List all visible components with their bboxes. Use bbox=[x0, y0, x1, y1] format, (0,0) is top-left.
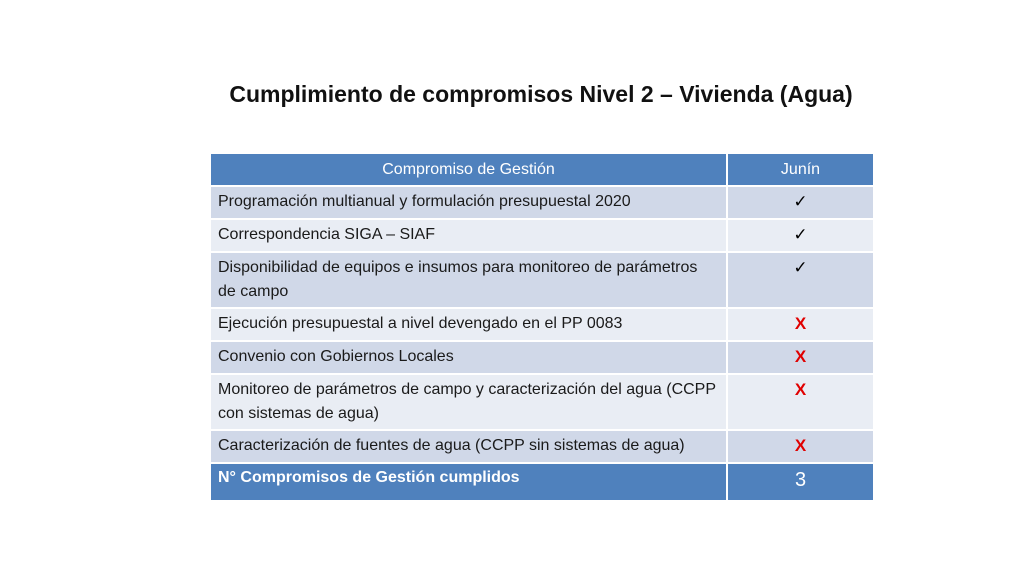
commitment-label: Disponibilidad de equipos e insumos para monitoreo de parámetros de campo bbox=[210, 252, 727, 308]
status-cell bbox=[727, 186, 874, 219]
x-mark-icon: X bbox=[794, 314, 807, 333]
check-icon: ✓ bbox=[793, 192, 808, 212]
table-row bbox=[210, 341, 874, 374]
commitment-label: Ejecución presupuestal a nivel devengado en el PP 0083 bbox=[210, 308, 727, 341]
status-cell bbox=[727, 374, 874, 430]
table-row bbox=[210, 252, 874, 308]
total-value: 3 bbox=[727, 463, 874, 501]
table-row bbox=[210, 308, 874, 341]
commitment-label: Programación multianual y formulación presupuestal 2020 bbox=[210, 186, 727, 219]
x-mark-icon: X bbox=[794, 380, 807, 399]
commitment-label: Monitoreo de parámetros de campo y caracterización del agua (CCPP con sistemas de agua) bbox=[210, 374, 727, 430]
commitment-label: Correspondencia SIGA – SIAF bbox=[210, 219, 727, 252]
commitments-table bbox=[209, 152, 875, 502]
status-cell bbox=[727, 430, 874, 463]
table-row bbox=[210, 430, 874, 463]
table-row bbox=[210, 186, 874, 219]
column-header-compromiso: Compromiso de Gestión bbox=[210, 153, 727, 186]
total-label: N° Compromisos de Gestión cumplidos bbox=[210, 463, 727, 501]
status-cell bbox=[727, 308, 874, 341]
column-header-region: Junín bbox=[727, 153, 874, 186]
status-cell bbox=[727, 252, 874, 308]
x-mark-icon: X bbox=[794, 347, 807, 366]
slide-title: Cumplimiento de compromisos Nivel 2 – Vivienda (Agua) bbox=[229, 81, 853, 107]
check-icon: ✓ bbox=[793, 225, 808, 245]
table-header-row bbox=[210, 153, 874, 186]
commitment-label: Convenio con Gobiernos Locales bbox=[210, 341, 727, 374]
table-row bbox=[210, 374, 874, 430]
check-icon: ✓ bbox=[793, 258, 808, 278]
x-mark-icon: X bbox=[794, 436, 807, 455]
status-cell bbox=[727, 219, 874, 252]
commitment-label: Caracterización de fuentes de agua (CCPP sin sistemas de agua) bbox=[210, 430, 727, 463]
table-row bbox=[210, 219, 874, 252]
table-total-row bbox=[210, 463, 874, 501]
status-cell bbox=[727, 341, 874, 374]
